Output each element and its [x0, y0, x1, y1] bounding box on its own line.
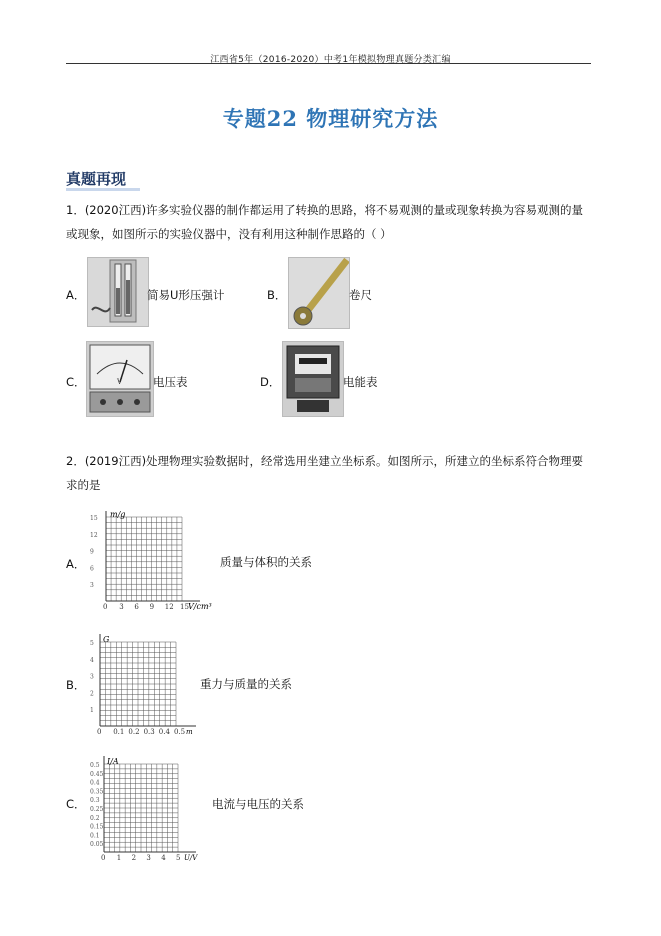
q1-option-a-text: 简易U形压强计	[147, 288, 225, 302]
q2-option-c-text: 电流与电压的关系	[212, 797, 304, 811]
x-tick-label: 0.4	[158, 728, 170, 736]
y-tick-label: 0.25	[90, 806, 104, 813]
x-tick-label: 1	[116, 854, 122, 862]
x-tick-label: 0	[101, 854, 106, 862]
x-tick-label: 0.2	[128, 728, 140, 736]
question-2-line1: 2．(2019江西)处理物理实验数据时，经常选用坐建立坐标系。如图所示，所建立的坐标系符合物理要	[66, 454, 584, 468]
x-tick-label: 0.1	[113, 728, 125, 736]
graph-a-x-label: V/cm³	[188, 602, 212, 611]
y-tick-label: 0.2	[90, 814, 100, 822]
q2-option-a-letter: A．	[66, 557, 86, 571]
question-1	[66, 198, 591, 246]
x-tick-label: 9	[149, 603, 155, 611]
y-tick-label: 6	[90, 565, 94, 573]
tape-measure-image	[288, 257, 350, 329]
y-tick-label: 12	[90, 531, 98, 539]
x-tick-label: 5	[176, 854, 181, 862]
x-tick-label: 0.3	[143, 728, 155, 736]
graph-c-grid	[104, 764, 178, 852]
graph-a-mass-volume	[88, 507, 216, 613]
electricity-meter-image	[282, 341, 344, 417]
y-tick-label: 5	[90, 640, 94, 647]
question-1-line1: 1．(2020江西)许多实验仪器的制作都运用了转换的思路，将不易观测的量或现象转换为容易观测的量	[66, 203, 584, 217]
x-tick-label: 15	[180, 603, 189, 611]
q2-option-b-text: 重力与质量的关系	[200, 677, 292, 691]
y-tick-label: 0.45	[90, 770, 104, 778]
x-tick-label: 0	[97, 728, 102, 736]
question-1-line2: 或现象，如图所示的实验仪器中，没有利用这种制作思路的（ ）	[66, 227, 392, 241]
y-tick-label: 15	[90, 515, 98, 522]
y-tick-label: 2	[90, 690, 94, 698]
q1-option-a-letter: A．	[66, 288, 86, 302]
graph-b-grid	[100, 642, 176, 726]
voltmeter-image	[86, 341, 154, 417]
page-header: 江西省5年（2016-2020）中考1年模拟物理真题分类汇编	[210, 55, 451, 65]
graph-b-gravity-mass	[88, 630, 200, 736]
graph-a-grid	[106, 517, 182, 601]
graph-c-current-voltage	[88, 752, 200, 862]
section-heading: 真题再现	[66, 170, 127, 188]
y-tick-label: 3	[90, 673, 94, 681]
q1-option-c-letter: C．	[66, 375, 86, 389]
y-tick-label: 9	[90, 548, 94, 556]
x-tick-label: 3	[119, 603, 124, 611]
x-tick-label: 2	[131, 854, 137, 862]
x-tick-label: 3	[146, 854, 151, 862]
question-2	[66, 449, 591, 497]
u-tube-manometer-image	[87, 257, 149, 327]
graph-b-y-label: G	[103, 635, 110, 644]
q1-option-d-letter: D．	[260, 375, 281, 389]
q1-option-d-text: 电能表	[343, 375, 378, 389]
y-tick-label: 1	[90, 707, 94, 715]
question-2-line2: 求的是	[66, 478, 101, 492]
section-underline	[66, 188, 140, 191]
y-tick-label: 3	[90, 582, 94, 590]
y-tick-label: 0.1	[90, 832, 100, 840]
y-tick-label: 0.5	[90, 762, 100, 769]
graph-c-x-label: U/V	[184, 854, 198, 862]
graph-a-y-label: m/g	[110, 510, 126, 519]
x-tick-label: 6	[134, 603, 139, 611]
q2-option-c-letter: C．	[66, 797, 86, 811]
y-tick-label: 4	[90, 656, 94, 664]
q1-option-c-text: 电压表	[153, 375, 188, 389]
y-tick-label: 0.05	[90, 841, 104, 849]
graph-c-y-label: I/A	[107, 757, 119, 766]
q2-option-a-text: 质量与体积的关系	[220, 555, 312, 569]
svg-text:V: V	[117, 378, 123, 386]
y-tick-label: 0.15	[90, 823, 104, 831]
page-title: 专题22 物理研究方法	[222, 106, 439, 131]
x-tick-label: 12	[164, 603, 174, 611]
q2-option-b-letter: B．	[66, 678, 86, 692]
x-tick-label: 4	[161, 854, 166, 862]
header-divider	[66, 63, 591, 64]
y-tick-label: 0.35	[90, 788, 104, 796]
x-tick-label: 0.5	[174, 728, 186, 736]
q1-option-b-text: 卷尺	[349, 288, 372, 302]
x-tick-label: 0	[103, 603, 108, 611]
y-tick-label: 0.3	[90, 797, 100, 805]
y-tick-label: 0.4	[90, 779, 100, 787]
graph-b-x-label: m	[186, 728, 193, 736]
q1-option-b-letter: B．	[267, 288, 287, 302]
